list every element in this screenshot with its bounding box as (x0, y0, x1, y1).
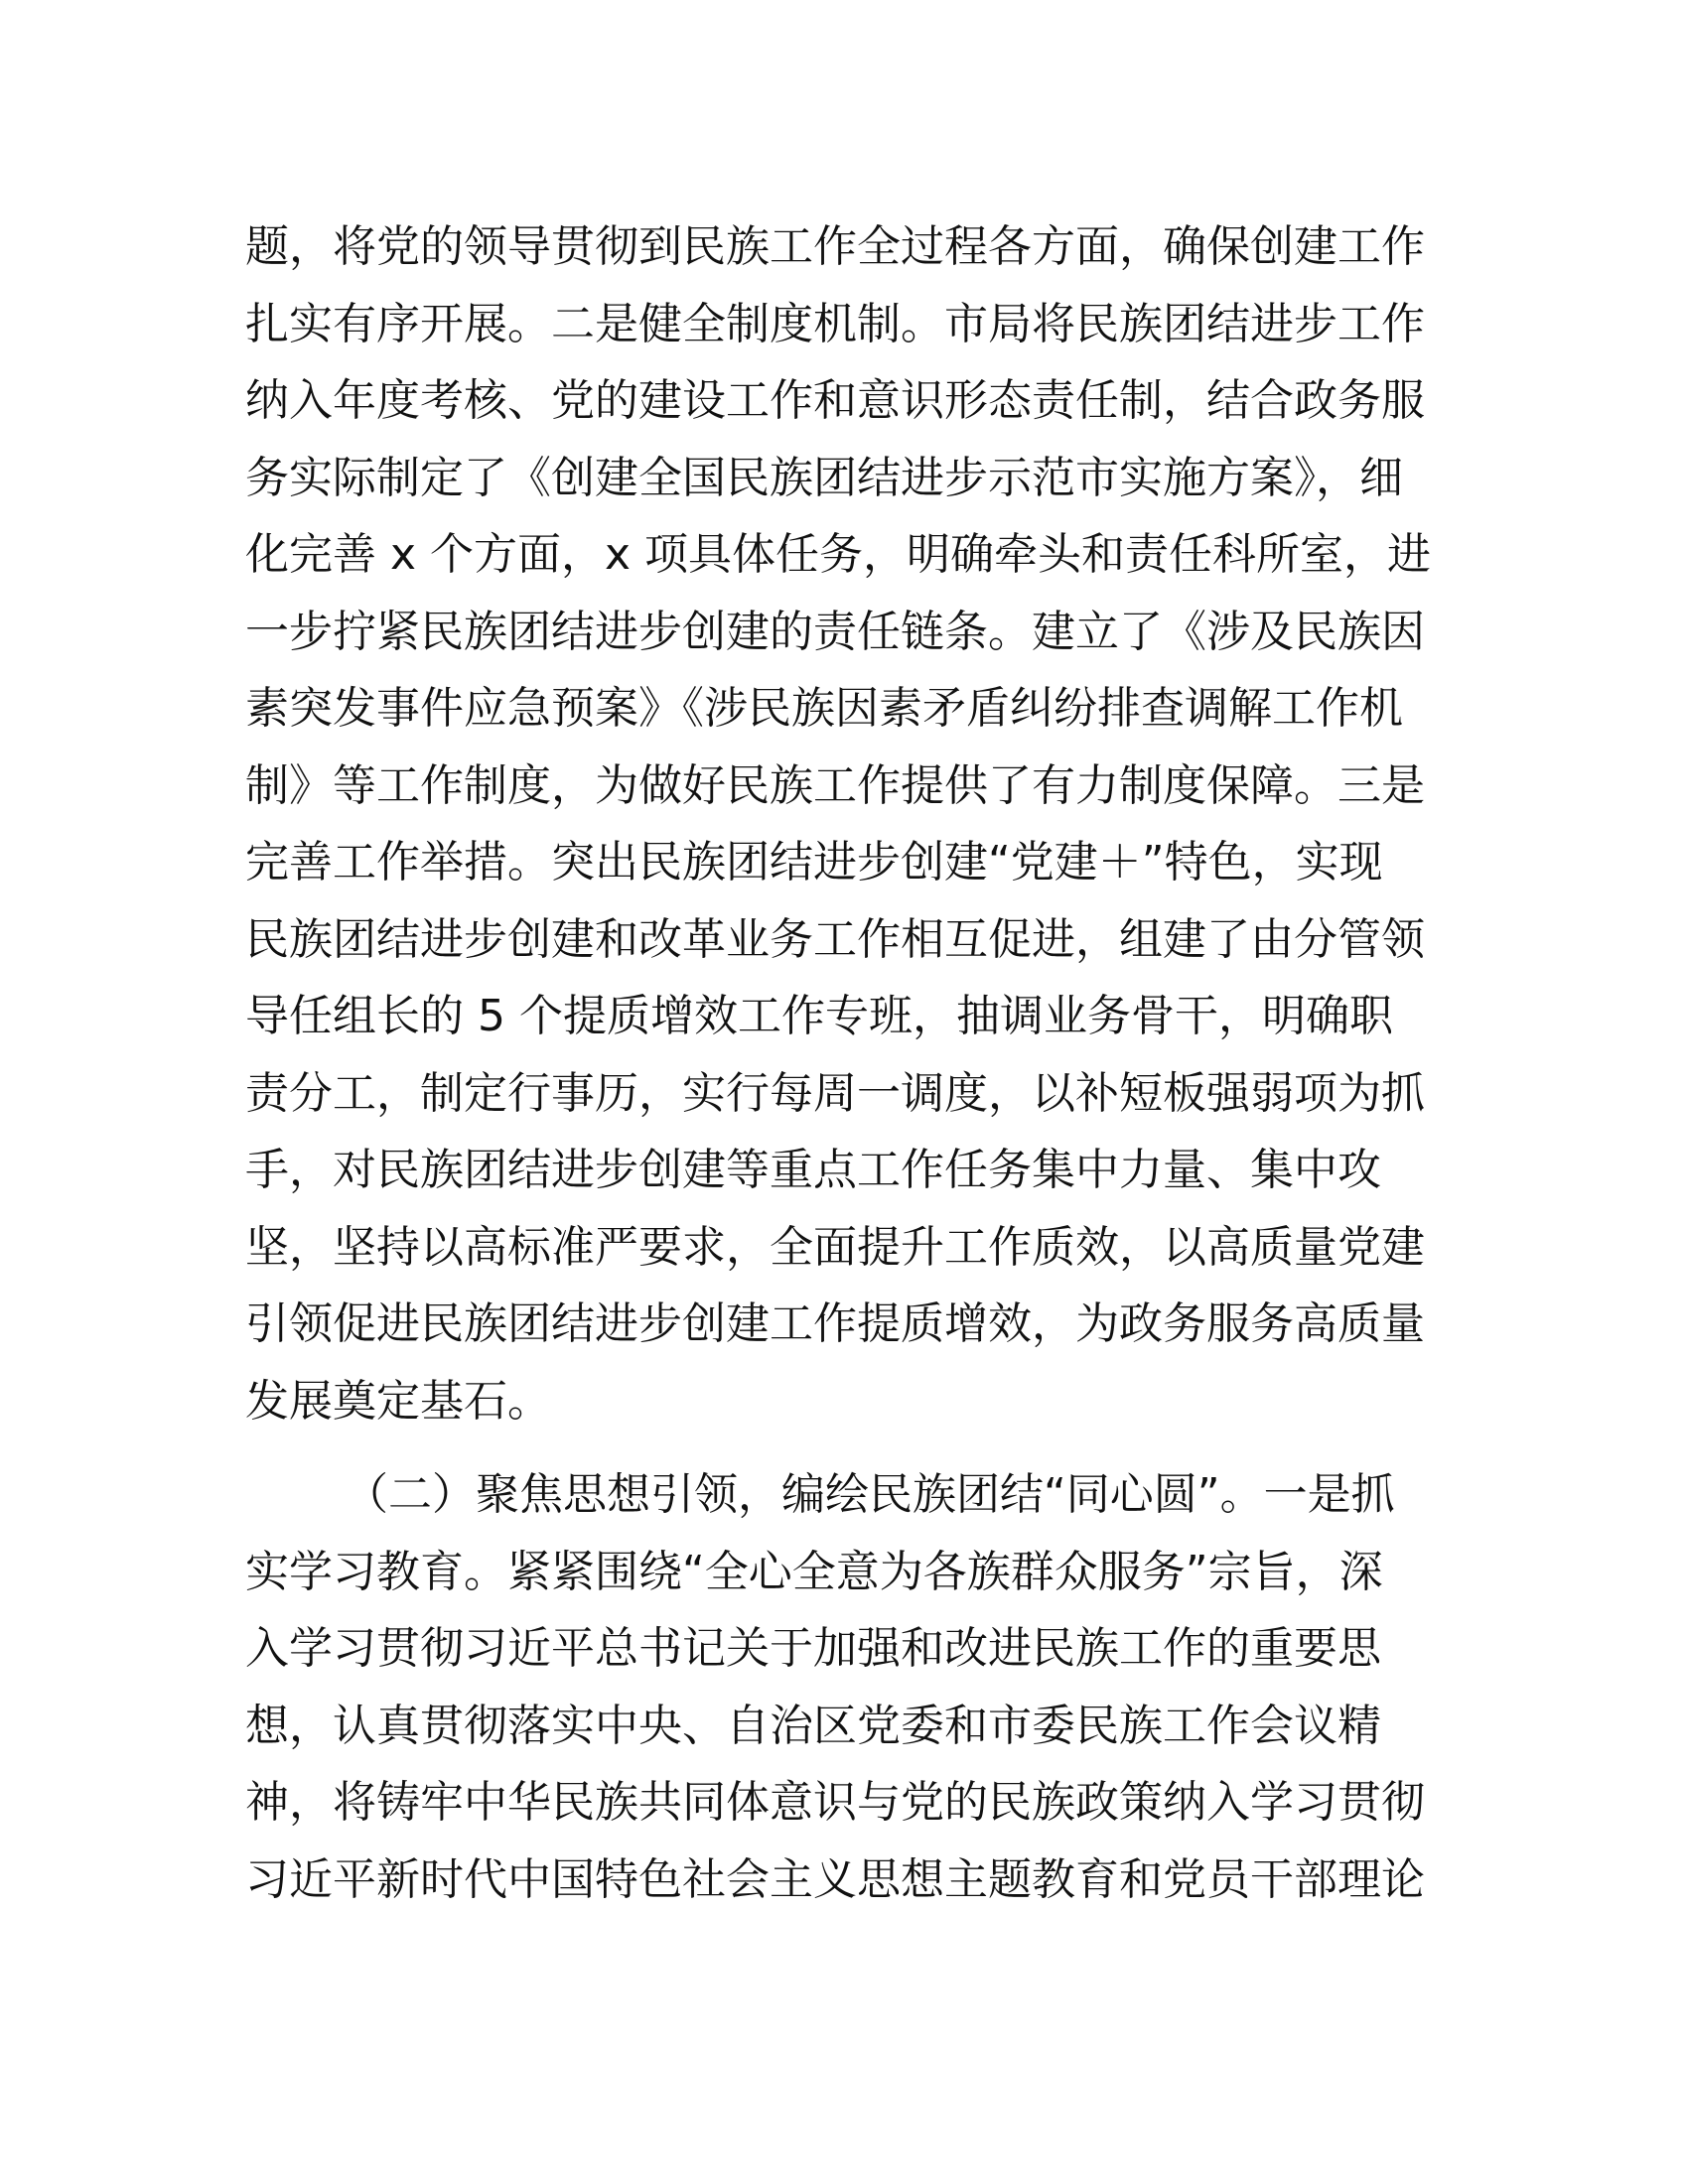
text-line: 发展奠定基石。 (245, 1375, 551, 1427)
text-line: 习近平新时代中国特色社会主义思想主题教育和党员干部理论 (245, 1853, 1425, 1905)
text-line: 坚，坚持以高标准严要求，全面提升工作质效，以高质量党建 (245, 1221, 1425, 1273)
text-line: 素突发事件应急预案》《涉民族因素矛盾纠纷排查调解工作机 (245, 683, 1403, 734)
paragraph-1 (245, 208, 1437, 1439)
text-line: 神，将铸牢中华民族共同体意识与党的民族政策纳入学习贯彻 (245, 1777, 1425, 1828)
text-line: 责分工，制定行事历，实行每周一调度，以补短板强弱项为抓 (245, 1067, 1425, 1119)
text-line: 制》等工作制度，为做好民族工作提供了有力制度保障。三是 (245, 759, 1425, 811)
text-line: 想，认真贯彻落实中央、自治区党委和市委民族工作会议精 (245, 1700, 1381, 1751)
text-line: 导任组长的 5 个提质增效工作专班，抽调业务骨干，明确职 (245, 991, 1393, 1041)
text-line: 实学习教育。紧紧围绕“全心全意为各族群众服务”宗旨，深 (245, 1546, 1383, 1597)
text-line: 务实际制定了《创建全国民族团结进步示范市实施方案》，细 (245, 452, 1403, 503)
text-line: 民族团结进步创建和改革业务工作相互促进，组建了由分管领 (245, 913, 1425, 965)
text-line: 入学习贯彻习近平总书记关于加强和改进民族工作的重要思 (245, 1623, 1381, 1674)
text-line: 化完善 x 个方面，x 项具体任务，明确牵头和责任科所室，进 (245, 529, 1432, 580)
text-line: 完善工作举措。突出民族团结进步创建“党建＋”特色，实现 (245, 837, 1383, 887)
text-line: 一步拧紧民族团结进步创建的责任链条。建立了《涉及民族因 (245, 606, 1425, 657)
text-line: 引领促进民族团结进步创建工作提质增效，为政务服务高质量 (245, 1298, 1425, 1349)
text-line: （二）聚焦思想引领，编绘民族团结“同心圆”。一是抓 (345, 1469, 1395, 1520)
text-line: 手，对民族团结进步创建等重点工作任务集中力量、集中攻 (245, 1145, 1381, 1195)
text-line: 扎实有序开展。二是健全制度机制。市局将民族团结进步工作 (245, 298, 1425, 349)
text-line: 纳入年度考核、党的建设工作和意识形态责任制，结合政务服 (245, 375, 1425, 426)
paragraph-2 (245, 1456, 1437, 1918)
text-line: 题，将党的领导贯彻到民族工作全过程各方面，确保创建工作 (245, 221, 1425, 272)
